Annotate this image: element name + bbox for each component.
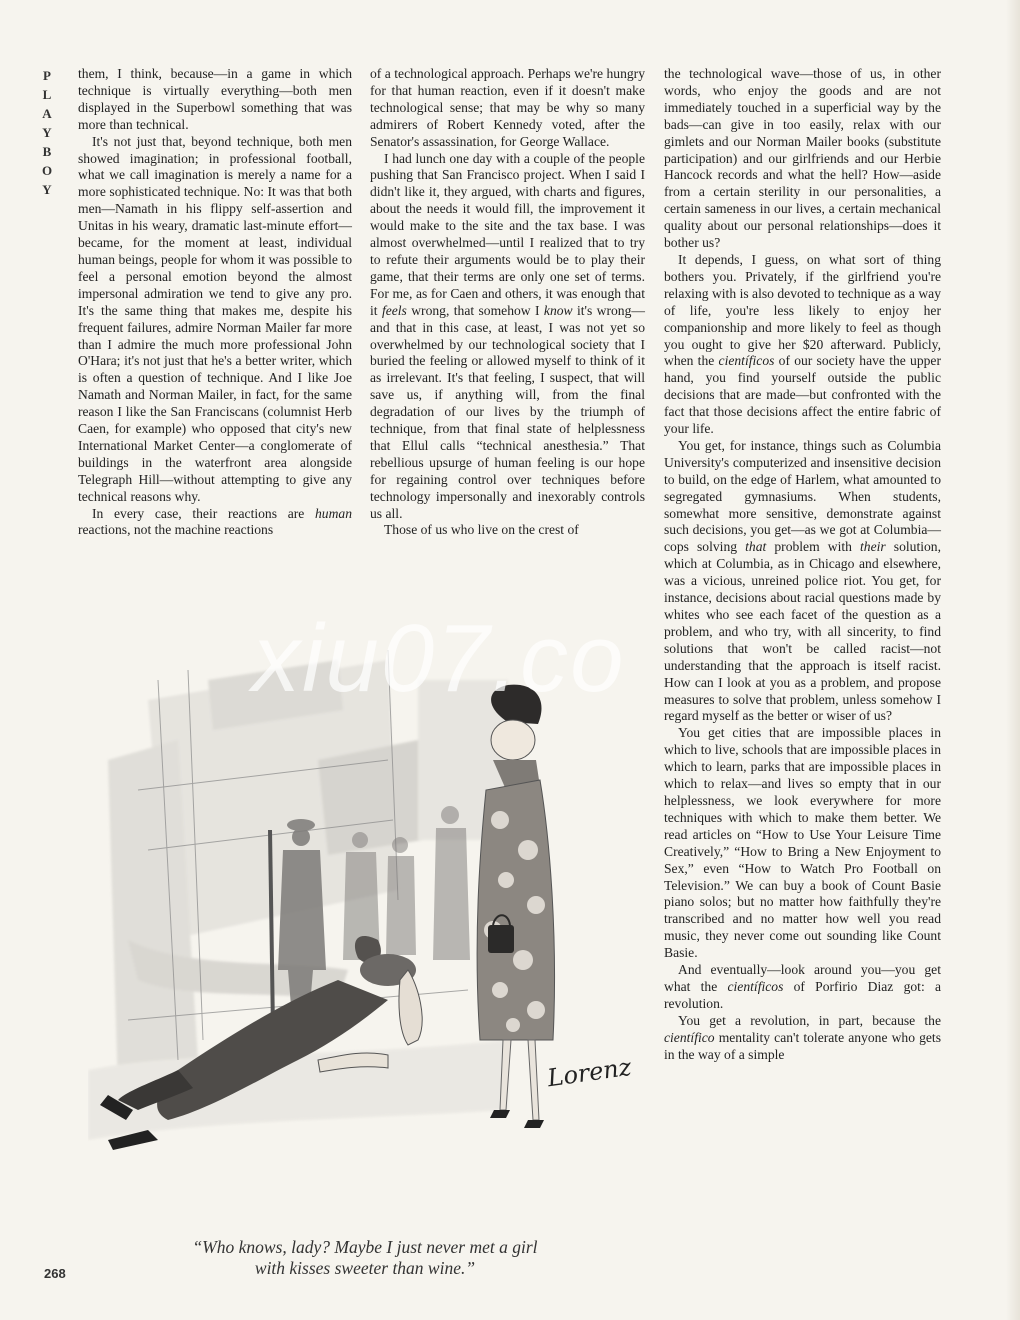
magazine-name-letter: P bbox=[43, 68, 51, 83]
article-paragraph: Those of us who live on the crest of bbox=[384, 522, 579, 538]
italic-emphasis: their bbox=[860, 539, 886, 555]
article-paragraph: I had lunch one day with a couple of the people pushing that San Francisco project. When I said I didn't like it, they argued, with charts and figures, about the needs it would fill, the improvement it would make to the site and the tax base. I was almost overwhelmed—until I realized that to try to refute their arguments would be to play their game, that their terms are only one set of terms. For me, as for Caen and others, it was enough that it feels wrong, that somehow I know it's wrong—and that in this case, at least, I was not yet so overwhelmed by our technological society that I buried the feeling or allowed myself to think of it as irrelevant. It's that feeling, I suspect, that will save us, if anything will, from the final degradation of our lives by the triumph of technique, from that final state of helplessness that Ellul calls “technical anesthesia.” That rebellious upsurge of human feeling is our hope for regaining control over techniques before technology impersonally and inexorably controls us all. bbox=[370, 150, 645, 521]
article-paragraph: of a technological approach. Perhaps we're hungry for that human reaction, even if it doesn't make technological sense; that may be why so many admirers of Robert Kennedy voted, after the Senator's assassination, for George Wallace. bbox=[370, 66, 645, 149]
italic-emphasis: that bbox=[745, 539, 767, 555]
article-paragraph: And eventually—look around you—you get what the científicos of Porfirio Diaz got: a revolution. bbox=[664, 962, 941, 1011]
page-edge-shadow bbox=[1006, 0, 1020, 1320]
watermark: xiu07.co bbox=[252, 605, 626, 712]
magazine-name-letter: O bbox=[41, 163, 53, 178]
italic-emphasis: científicos bbox=[718, 353, 775, 369]
article-paragraph: them, I think, because—in a game in which technique is virtually everything—both men displayed in the Superbowl something that was more than technical. bbox=[78, 66, 352, 132]
magazine-name-letter: A bbox=[42, 106, 52, 121]
italic-emphasis: científicos bbox=[727, 978, 784, 994]
article-column-3 bbox=[664, 66, 941, 1063]
article-paragraph: You get a revolution, in part, because the científico mentality can't tolerate anyone who gets in the way of a simple bbox=[664, 1012, 941, 1062]
article-paragraph: It depends, I guess, on what sort of thing bothers you. Privately, if the girlfriend you're relaxing with is also devoted to technique as a way of life, you're less likely to enjoy her companionship and more likely to feel as though you ought to give her $20 afterward. Publicly, when the científicos of our society have the upper hand, you find yourself outside the public decisions that are made—but confronted with the fact that those decisions affect the entire fabric of your life. bbox=[664, 251, 941, 437]
article-paragraph: You get, for instance, things such as Columbia University's computerized and insensitive decision to build, on the edge of Harlem, what amounted to segregated gymnasiums. When students, somewhat more sensitive, demonstrate against such decisions, you get—as we got at Columbia—cops solving that problem with their solution, which at Columbia, as in Chicago and elsewhere, was a vicious, unreined police riot. You get, for instance, decisions about racial questions made by whites who see each facet of the question as a problem, and who try, with all sincerity, to find solutions that won't be called racist—not understanding that the approach is itself racist. How can I look at you as a problem, and propose measures to solve that problem, unless somehow I regard myself as the better or wiser of us? bbox=[664, 437, 941, 724]
article-paragraph: In every case, their reactions are human reactions, not the machine reactions bbox=[78, 505, 352, 538]
italic-emphasis: feels bbox=[381, 302, 407, 318]
magazine-name-letter: Y bbox=[42, 182, 52, 197]
magazine-name-vertical bbox=[34, 66, 60, 199]
caption-line-1: “Who knows, lady? Maybe I just never met a girl bbox=[192, 1237, 538, 1257]
caption-line-2: with kisses sweeter than wine.” bbox=[254, 1258, 476, 1278]
magazine-name-letter: L bbox=[42, 87, 52, 102]
magazine-name-letter: B bbox=[42, 144, 52, 159]
article-paragraph: It's not just that, beyond technique, both men showed imagination; in professional football, what we call imagination is merely a name for a more sophisticated technique. No: It was that both men—Namath in his flippy self-assertion and Unitas in his weary, dramatic last-minute effort—became, for the moment at least, individual human beings, people for whom it was possible to feel a personal emotion beyond the almost impersonal admiration we tend to give any pro. It's the same thing that makes me, despite his frequent failures, admire Norman Mailer far more than I admire the much more professional John O'Hara; it's not just that he's a better writer, which is often a question of technique. And I like Joe Namath and Norman Mailer, in fact, for the same reason I like the San Franciscans (columnist Herb Caen, for example) who opposed that city's new International Market Center—a conglomerate of buildings in the waterfront area alongside Telegraph Hill—without attempting to give any technical reasons why. bbox=[78, 133, 352, 504]
svg-text:Lorenz: Lorenz bbox=[545, 1052, 633, 1093]
cartoon-caption bbox=[110, 1237, 620, 1279]
page-number: 268 bbox=[44, 1266, 66, 1281]
article-column-1 bbox=[78, 66, 352, 539]
article-paragraph: the technological wave—those of us, in other words, who enjoy the goods and are not immediately touched in a superficial way by the bads—can give in too easily, relax with our gimlets and our Norman Mailer books (substitute participation) and our girlfriends and our Herbie Hancock records and what the hell? How—aside from a certain sterility in our personalities, a certain sameness in our lives, a certain mechanical quality about our personal relationships—does it bother us? bbox=[664, 66, 941, 251]
cartoon-illustration bbox=[88, 640, 648, 1212]
magazine-name-letter: Y bbox=[42, 125, 52, 140]
italic-emphasis: know bbox=[543, 302, 573, 318]
italic-emphasis: científico bbox=[664, 1029, 715, 1045]
article-column-2 bbox=[370, 66, 645, 539]
article-paragraph: You get cities that are impossible places in which to live, schools that are impossible places in which to learn, parks that are impossible places in which to relax—and lives so empty that in our helplessness, we look everywhere for more techniques with which to make them better. We read articles on “How to Use Your Leisure Time Creatively,” “How to Bring a New Enjoyment to Sex,” even “How to Watch Pro Football on Television.” We can buy a book of Count Basie piano solos; but no matter how faithfully they're transcribed and no matter how well you read music, they never come out sounding like Count Basie. bbox=[664, 725, 941, 961]
italic-emphasis: human bbox=[314, 505, 352, 521]
